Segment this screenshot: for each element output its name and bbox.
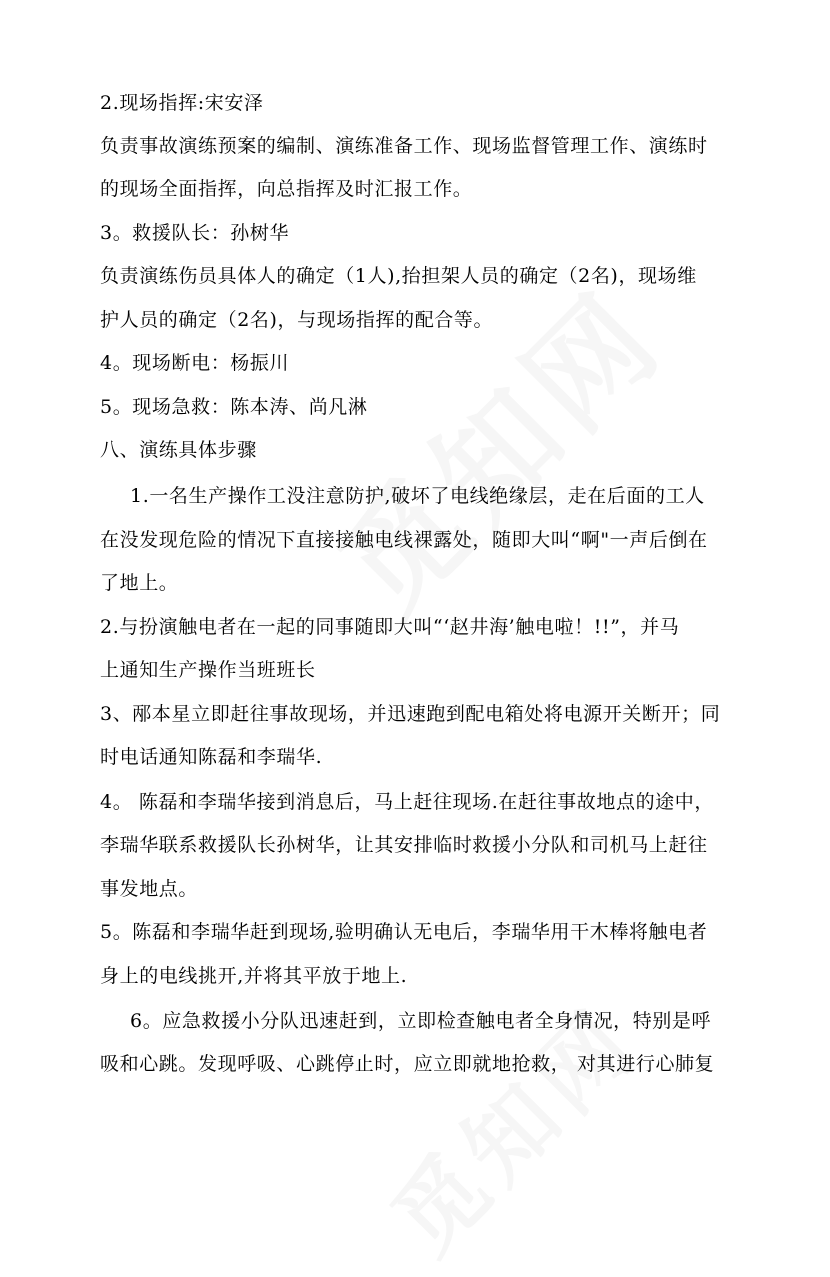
paragraph-line: 5。陈磊和李瑞华赶到现场,验明确认无电后，李瑞华用干木棒将触电者 <box>100 921 708 943</box>
paragraph-line: 在没发现危险的情况下直接接触电线裸露处，随即大叫“啊"一声后倒在 <box>100 529 708 551</box>
paragraph-line: 上通知生产操作当班班长 <box>100 659 316 681</box>
heading-power-off: 4。现场断电：杨振川 <box>100 352 290 374</box>
paragraph-line: 吸和心跳。发现呼吸、心跳停止时，应立即就地抢救， 对其进行心肺复 <box>100 1053 715 1075</box>
paragraph-line: 的现场全面指挥，向总指挥及时汇报工作。 <box>100 178 473 200</box>
paragraph-line: 1.一名生产操作工没注意防护,破坏了电线绝缘层，走在后面的工人 <box>130 485 705 507</box>
paragraph-line: 事发地点。 <box>100 878 199 900</box>
watermark <box>296 247 693 644</box>
paragraph-line: 时电话通知陈磊和李瑞华. <box>100 746 323 768</box>
paragraph-line: 护人员的确定（2名)，与现场指挥的配合等。 <box>100 309 494 331</box>
paragraph-line: 2.与扮演触电者在一起的同事随即大叫“‘赵井海’触电啦！!!”，并马 <box>100 616 680 638</box>
heading-first-aid: 5。现场急救：陈本涛、尚凡淋 <box>100 396 368 418</box>
paragraph-line: 3、邴本星立即赶往事故现场，并迅速跑到配电箱处将电源开关断开；同 <box>100 703 721 725</box>
paragraph-line: 身上的电线挑开,并将其平放于地上. <box>100 965 408 987</box>
paragraph-line: 负责演练伤员具体人的确定（1人),抬担架人员的确定（2名)，现场维 <box>100 265 697 287</box>
paragraph-line: 4。 陈磊和李瑞华接到消息后，马上赶往现场.在赶往事故地点的途中， <box>100 791 714 813</box>
section-heading: 八、演练具体步骤 <box>100 439 257 461</box>
heading-field-commander: 2.现场指挥:宋安泽 <box>100 92 264 114</box>
paragraph-line: 6。应急救援小分队迅速赶到，立即检查触电者全身情况，特别是呼 <box>130 1010 712 1032</box>
heading-rescue-captain: 3。救援队长：孙树华 <box>100 222 290 244</box>
paragraph-line: 李瑞华联系救援队长孙树华，让其安排临时救援小分队和司机马上赶往 <box>100 834 708 856</box>
paragraph-line: 了地上。 <box>100 572 179 594</box>
paragraph-line: 负责事故演练预案的编制、演练准备工作、现场监督管理工作、演练时 <box>100 135 708 157</box>
